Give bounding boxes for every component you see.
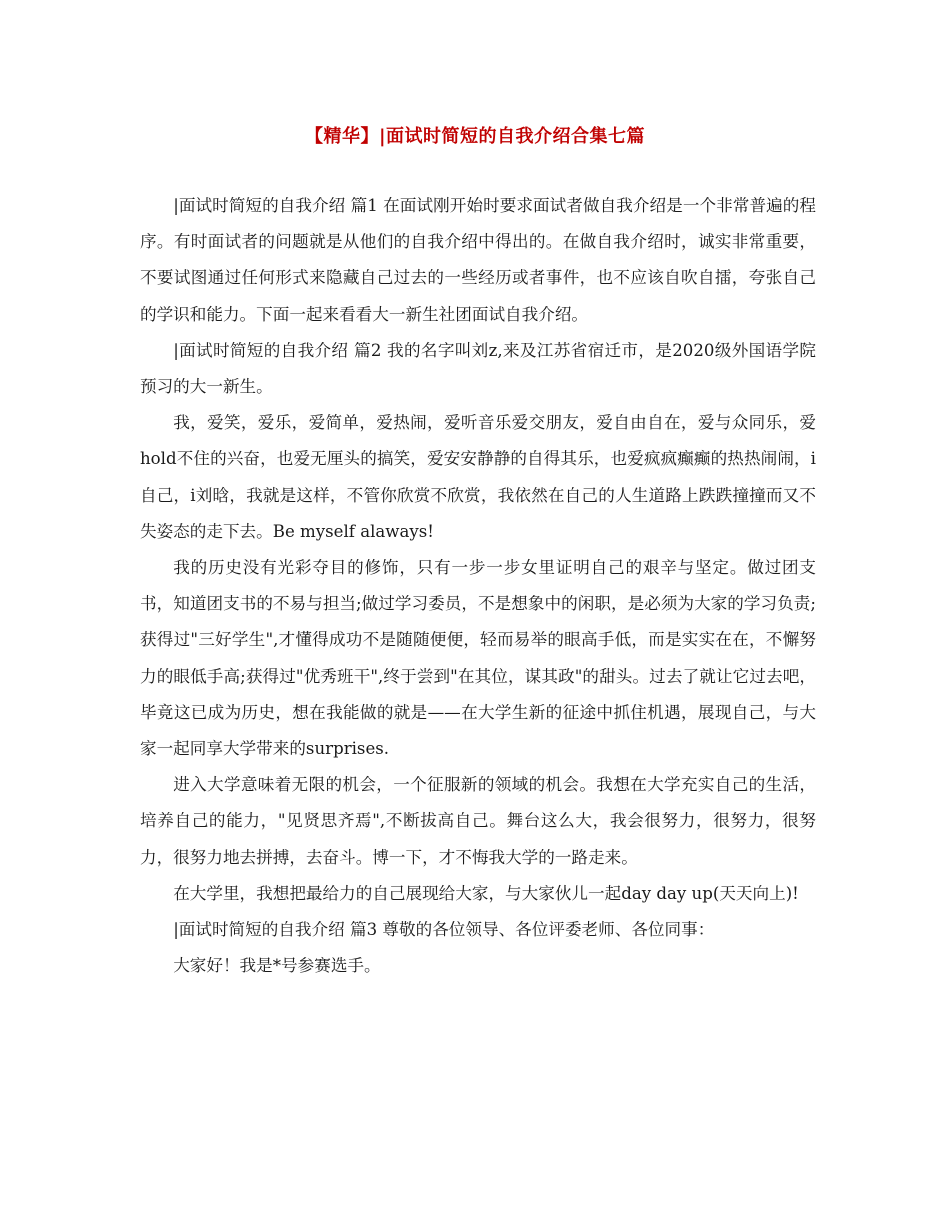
paragraph-1: |面试时简短的自我介绍 篇1 在面试刚开始时要求面试者做自我介绍是一个非常普遍的程序。有时面试者的问题就是从他们的自我介绍中得出的。在做自我介绍时，诚实非常重要，不要试图通过任何形式来隐藏自己过去的一些经历或者事件，也不应该自吹自擂，夸张自己的学识和能力。下面一起来看看大一新生社团面试自我介绍。 <box>140 196 816 324</box>
document-body <box>140 188 816 984</box>
paragraph-7: |面试时简短的自我介绍 篇3 尊敬的各位领导、各位评委老师、各位同事： <box>173 920 715 940</box>
paragraph-5: 进入大学意味着无限的机会，一个征服新的领域的机会。我想在大学充实自己的生活，培养自己的能力，"见贤思齐焉",不断拔高自己。舞台这么大，我会很努力，很努力，很努力，很努力地去拼搏，去奋斗。博一下，才不悔我大学的一路走来。 <box>140 775 816 867</box>
paragraph-6: 在大学里，我想把最给力的自己展现给大家，与大家伙儿一起day day up(天天向上)! <box>173 883 799 903</box>
document-title: 【精华】|面试时简短的自我介绍合集七篇 <box>304 126 646 147</box>
paragraph-8: 大家好！我是*号参赛选手。 <box>173 956 381 976</box>
paragraph-4: 我的历史没有光彩夺目的修饰，只有一步一步女里证明自己的艰辛与坚定。做过团支书，知道团支书的不易与担当;做过学习委员，不是想象中的闲职，是必须为大家的学习负责;获得过"三好学生",才懂得成功不是随随便便，轻而易举的眼高手低，而是实实在在，不懈努力的眼低手高;获得过"优秀班干",终于尝到"在其位，谋其政"的甜头。过去了就让它过去吧，毕竟这已成为历史，想在我能做的就是——在大学生新的征途中抓住机遇，展现自己，与大家一起同享大学带来的surprises. <box>140 558 816 759</box>
paragraph-2: |面试时简短的自我介绍 篇2 我的名字叫刘z,来及江苏省宿迁市，是2020级外国语学院预习的大一新生。 <box>140 340 816 397</box>
paragraph-3: 我，爱笑，爱乐，爱简单，爱热闹，爱听音乐爱交朋友，爱自由自在，爱与众同乐，爱hold不住的兴奋，也爱无厘头的搞笑，爱安安静静的自得其乐，也爱疯疯癫癫的热热闹闹，i自己，i刘晗，我就是这样，不管你欣赏不欣赏，我依然在自己的人生道路上跌跌撞撞而又不失姿态的走下去。Be myself alaways! <box>140 413 816 541</box>
